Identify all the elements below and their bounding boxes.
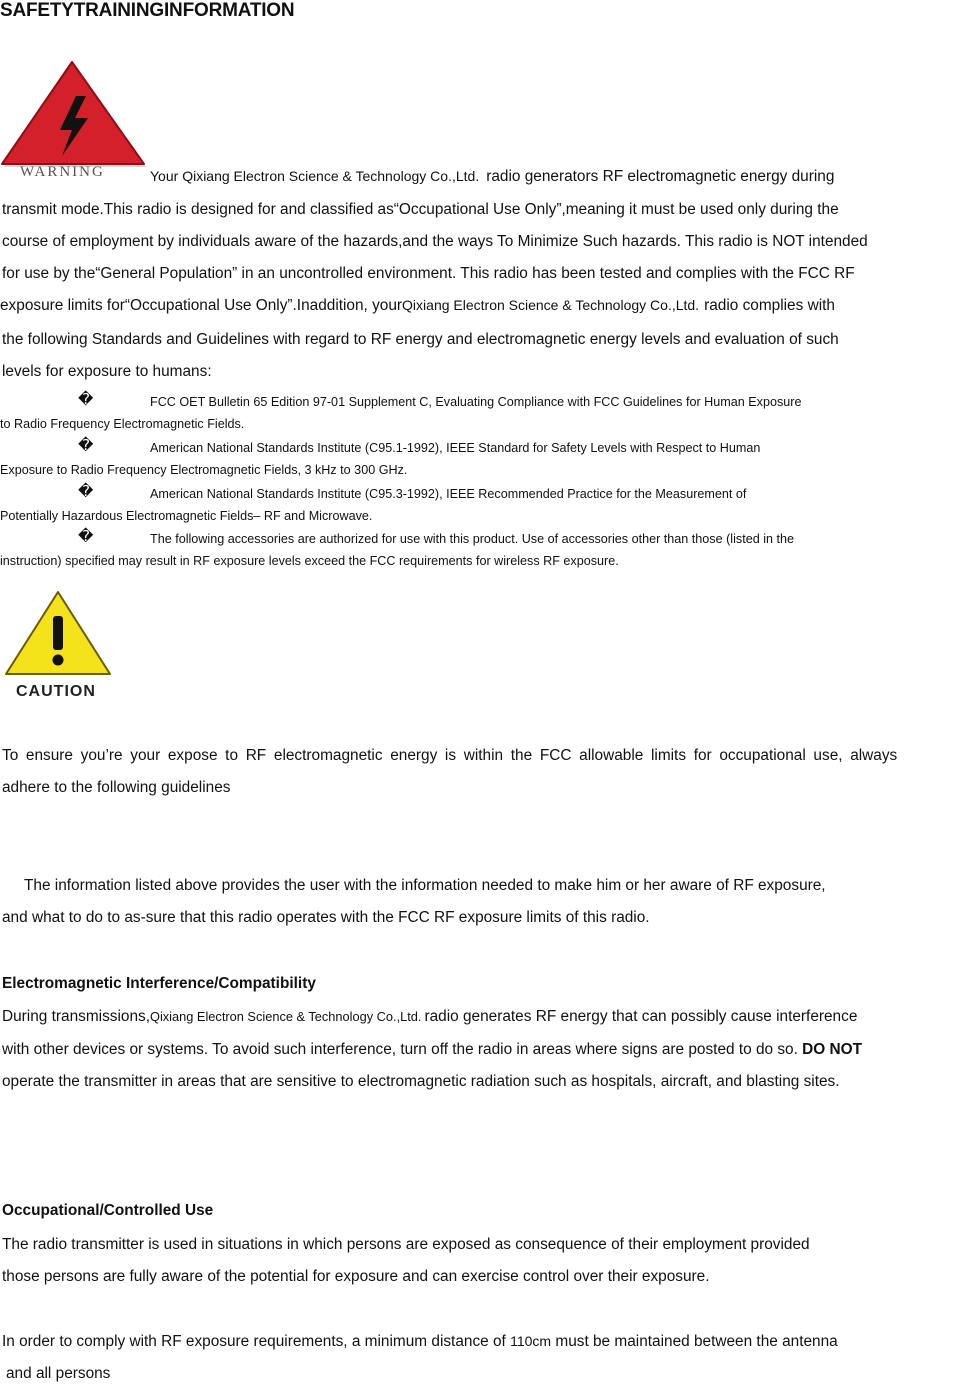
bullet-1-line-2: to Radio Frequency Electromagnetic Fields.: [0, 417, 245, 431]
occupational-line-1: The radio transmitter is used in situations in which persons are exposed as consequence of their employment provided: [2, 1236, 810, 1253]
bullet-2-line-2: Exposure to Radio Frequency Electromagnetic Fields, 3 kHz to 300 GHz.: [0, 463, 408, 477]
company-name: Qixiang Electron Science & Technology Co.,Ltd.: [402, 297, 700, 313]
intro-line-5: exposure limits for“Occupational Use Only”.Inaddition, yourQixiang Electron Science & Technology Co.,Ltd. radio complies with: [0, 297, 835, 314]
warning-icon: [0, 58, 150, 180]
intro-line-2: transmit mode.This radio is designed for and classified as“Occupational Use Only”,meaning it must be used only during the: [2, 201, 839, 218]
caution-line-2: adhere to the following guidelines: [2, 779, 231, 796]
company-name: Qixiang Electron Science & Technology Co.,Ltd.: [149, 1009, 422, 1024]
min-distance: 110cm: [510, 1333, 552, 1349]
bullet-4-line-2: instruction) specified may result in RF exposure levels exceed the FCC requirements for wireless RF exposure.: [0, 554, 619, 568]
bullet-glyph: �: [78, 483, 94, 500]
bullet-glyph: �: [78, 437, 94, 454]
bullet-glyph: �: [78, 391, 94, 408]
emi-line-1: During transmissions,Qixiang Electron Science & Technology Co.,Ltd. radio generates RF energy that can possibly cause interference: [2, 1008, 858, 1025]
intro-line-1: Your Qixiang Electron Science & Technology Co.,Ltd. radio generators RF electromagnetic energy during: [150, 168, 835, 185]
occupational-line-4: and all persons: [6, 1365, 111, 1382]
bullet-glyph: �: [78, 528, 94, 545]
intro-line-6: the following Standards and Guidelines with regard to RF energy and electromagnetic energy levels and evaluation of such: [2, 331, 839, 348]
bullet-2-line-1: American National Standards Institute (C95.1-1992), IEEE Standard for Safety Levels with Respect to Human: [150, 441, 761, 455]
info-line-2: and what to do to as-sure that this radio operates with the FCC RF exposure limits of this radio.: [2, 909, 650, 926]
svg-text:WARNING: WARNING: [20, 164, 105, 180]
bullet-1-line-1: FCC OET Bulletin 65 Edition 97-01 Supplement C, Evaluating Compliance with FCC Guidelines for Human Exposure: [150, 395, 802, 409]
occupational-heading: Occupational/Controlled Use: [2, 1202, 214, 1219]
occupational-line-2: those persons are fully aware of the potential for exposure and can exercise control over their exposure.: [2, 1268, 710, 1285]
bullet-3-line-2: Potentially Hazardous Electromagnetic Fields– RF and Microwave.: [0, 509, 373, 523]
bullet-4-line-1: The following accessories are authorized for use with this product. Use of accessories other than those (listed in the: [150, 532, 795, 546]
emi-heading: Electromagnetic Interference/Compatibility: [2, 975, 316, 992]
intro-line-7: levels for exposure to humans:: [2, 363, 212, 380]
emi-line-2: with other devices or systems. To avoid such interference, turn off the radio in areas where signs are posted to do so. DO NOT: [2, 1041, 863, 1058]
intro-line-4: for use by the“General Population” in an uncontrolled environment. This radio has been tested and complies with the FCC RF: [2, 265, 855, 282]
caution-line-1: To ensure you’re your expose to RF electromagnetic energy is within the FCC allowable limits for occupational use, always: [2, 747, 898, 764]
page-title: SAFETYTRAININGINFORMATION: [0, 0, 295, 21]
info-line-1: The information listed above provides the user with the information needed to make him or her aware of RF exposure,: [24, 877, 826, 894]
emi-line-3: operate the transmitter in areas that are sensitive to electromagnetic radiation such as hospitals, aircraft, and blasting sites.: [2, 1073, 840, 1090]
company-name: Qixiang Electron Science & Technology Co.,Ltd.: [182, 168, 480, 184]
occupational-line-3: In order to comply with RF exposure requirements, a minimum distance of 110cm must be maintained between the antenna: [2, 1333, 838, 1350]
caution-icon: [2, 588, 118, 700]
intro-line-3: course of employment by individuals aware of the hazards,and the ways To Minimize Such hazards. This radio is NOT intended: [2, 233, 868, 250]
svg-text:CAUTION: CAUTION: [16, 683, 96, 700]
bullet-3-line-1: American National Standards Institute (C95.3-1992), IEEE Recommended Practice for the Measurement of: [150, 487, 747, 501]
